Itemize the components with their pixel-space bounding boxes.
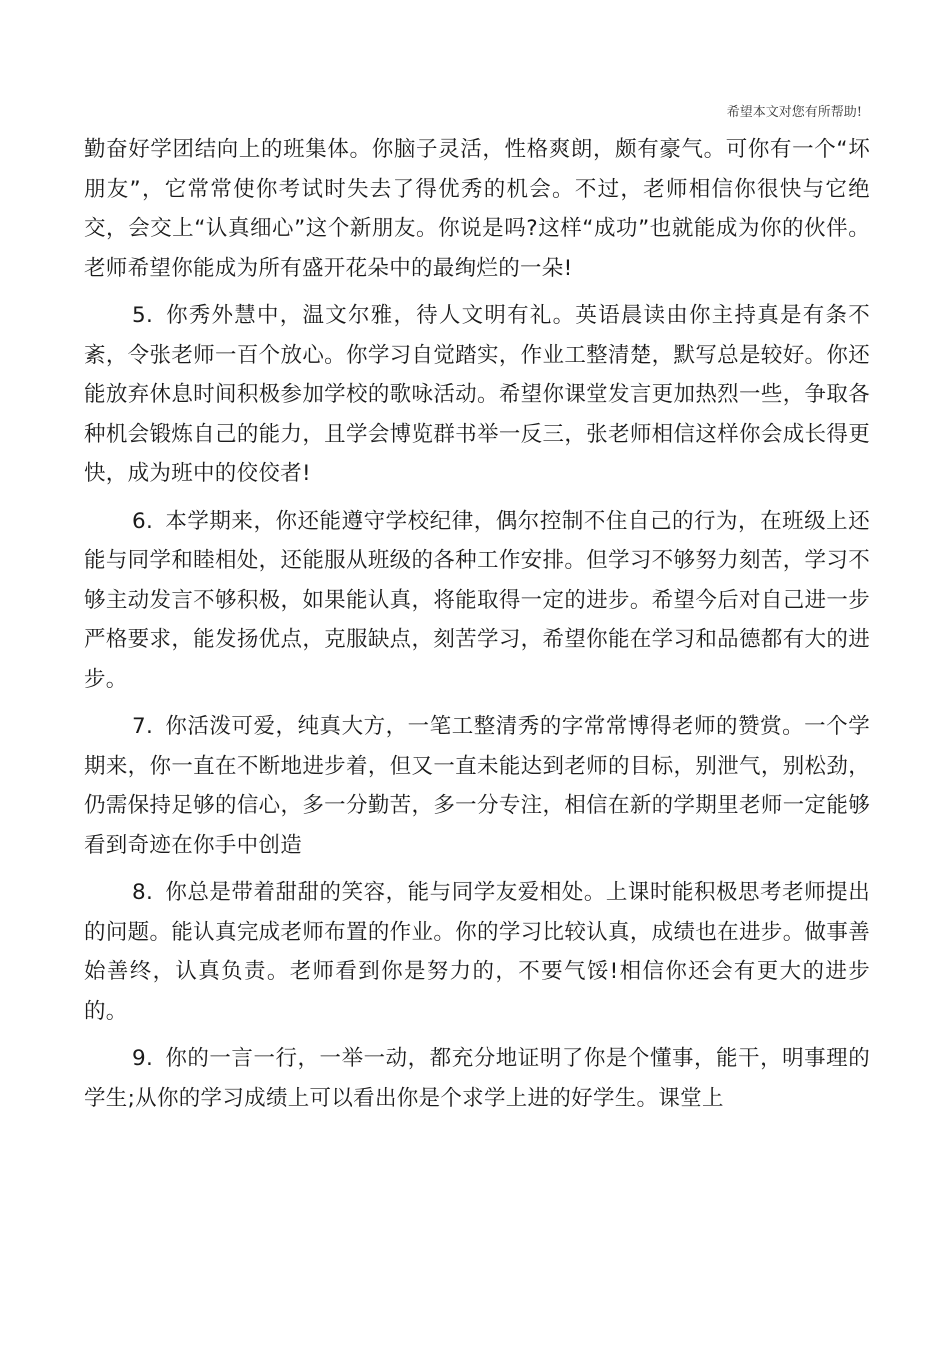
paragraph-item-6 — [84, 502, 870, 700]
paragraph-item-9 — [84, 1039, 870, 1118]
paragraph-text: 你总是带着甜甜的笑容，能与同学友爱相处。上课时能积极思考老师提出的问题。能认真完成老师布置的作业。你的学习比较认真，成绩也在进步。做事善始善终，认真负责。老师看到你是努力的，不要气馁!相信你还会有更大的进步的。 — [84, 880, 870, 1024]
document-body — [84, 130, 870, 1118]
header-note: 希望本文对您有所帮助! — [726, 105, 862, 120]
paragraph-item-7 — [84, 707, 870, 865]
paragraph-text: 本学期来，你还能遵守学校纪律，偶尔控制不住自己的行为，在班级上还能与同学和睦相处，还能服从班级的各种工作安排。但学习不够努力刻苦，学习不够主动发言不够积极，如果能认真，将能取得一定的进步。希望今后对自己进一步严格要求，能发扬优点，克服缺点，刻苦学习，希望你能在学习和品德都有大的进步。 — [84, 508, 870, 692]
item-number: 5. — [132, 303, 154, 328]
paragraph-text: 你秀外慧中，温文尔雅，待人文明有礼。英语晨读由你主持真是有条不紊，令张老师一百个放心。你学习自觉踏实，作业工整清楚，默写总是较好。你还能放弃休息时间积极参加学校的歌咏活动。希望你课堂发言更加热烈一些，争取各种机会锻炼自己的能力，且学会博览群书举一反三，张老师相信这样你会成长得更快，成为班中的佼佼者! — [84, 303, 870, 486]
paragraph-text: 勤奋好学团结向上的班集体。你脑子灵活，性格爽朗，颇有豪气。可你有一个“坏朋友”，它常常使你考试时失去了得优秀的机会。不过，老师相信你很快与它绝交，会交上“认真细心”这个新朋友。你说是吗?这样“成功”也就能成为你的伙伴。老师希望你能成为所有盛开花朵中的最绚烂的一朵! — [84, 137, 870, 281]
paragraph-item-8 — [84, 873, 870, 1031]
item-number: 9. — [132, 1046, 154, 1071]
paragraph-item-5 — [84, 296, 870, 494]
item-number: 6. — [132, 508, 154, 534]
paragraph-text: 你活泼可爱，纯真大方，一笔工整清秀的字常常博得老师的赞赏。一个学期来，你一直在不断地进步着，但又一直未能达到老师的目标，别泄气，别松劲，仍需保持足够的信心，多一分勤苦，多一分专注，相信在新的学期里老师一定能够看到奇迹在你手中创造 — [84, 714, 870, 858]
item-number: 8. — [132, 880, 154, 905]
paragraph-text: 你的一言一行，一举一动，都充分地证明了你是个懂事，能干，明事理的学生;从你的学习成绩上可以看出你是个求学上进的好学生。课堂上 — [84, 1046, 870, 1111]
item-number: 7. — [132, 714, 154, 739]
paragraph-continued — [84, 130, 870, 288]
